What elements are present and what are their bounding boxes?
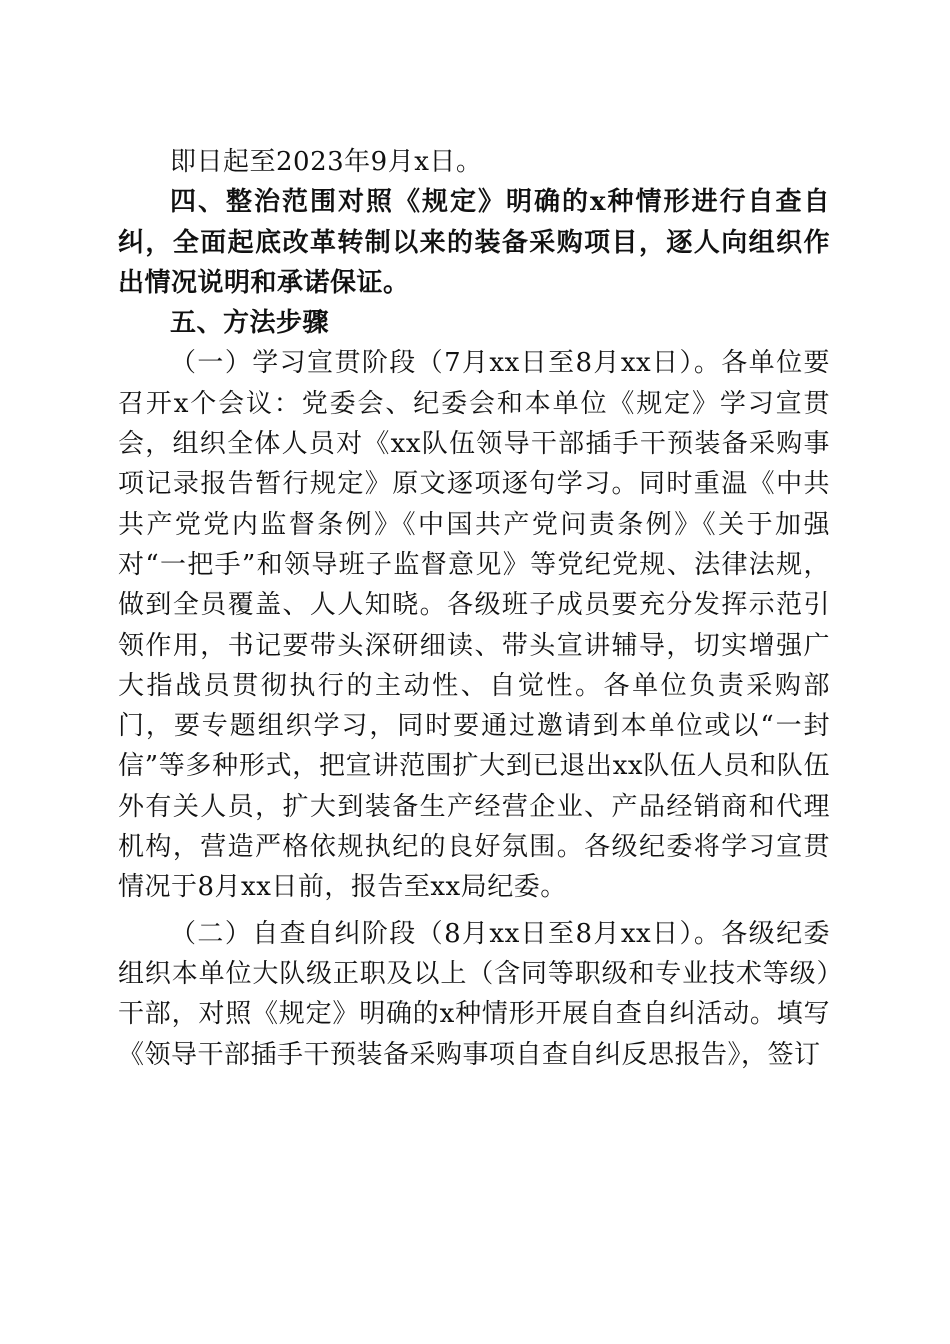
heading-rectification-scope: 四、整治范围对照《规定》明确的x种情形进行自查自纠，全面起底改革转制以来的装备采购项目，逐人向组织作出情况说明和承诺保证。 (118, 187, 830, 298)
paragraph-study-stage: （一）学习宣贯阶段（7月xx日至8月xx日）。各单位要召开x个会议：党委会、纪委会和本单位《规定》学习宣贯会，组织全体人员对《xx队伍领导干部插手干预装备采购事项记录报告暂行规定》原文逐项逐句学习。同时重温《中共共产党党内监督条例》《中国共产党问责条例》《关于加强对“一把手”和领导班子监督意见》等党纪党规、法律法规，做到全员覆盖、人人知晓。各级班子成员要充分发挥示范引领作用，书记要带头深研细读、带头宣讲辅导，切实增强广大指战员贯彻执行的主动性、自觉性。各单位负责采购部门，要专题组织学习，同时要通过邀请到本单位或以“一封信”等多种形式，把宣讲范围扩大到已退出xx队伍人员和队伍外有关人员，扩大到装备生产经营企业、产品经销商和代理机构，营造严格依规执纪的良好氛围。各级纪委将学习宣贯情况于8月xx日前，报告至xx局纪委。 (118, 348, 830, 903)
heading-method-steps: 五、方法步骤 (170, 308, 330, 339)
paragraph-self-check-stage: （二）自查自纠阶段（8月xx日至8月xx日）。各级纪委组织本单位大队级正职及以上（含同等职级和专业技术等级）干部，对照《规定》明确的x种情形开展自查自纠活动。填写《领导干部插手干预装备采购事项自查自纠反思报告》，签订 (118, 918, 830, 1070)
paragraph-date-range: 即日起至2023年9月x日。 (170, 147, 483, 177)
document-body (118, 142, 830, 1075)
